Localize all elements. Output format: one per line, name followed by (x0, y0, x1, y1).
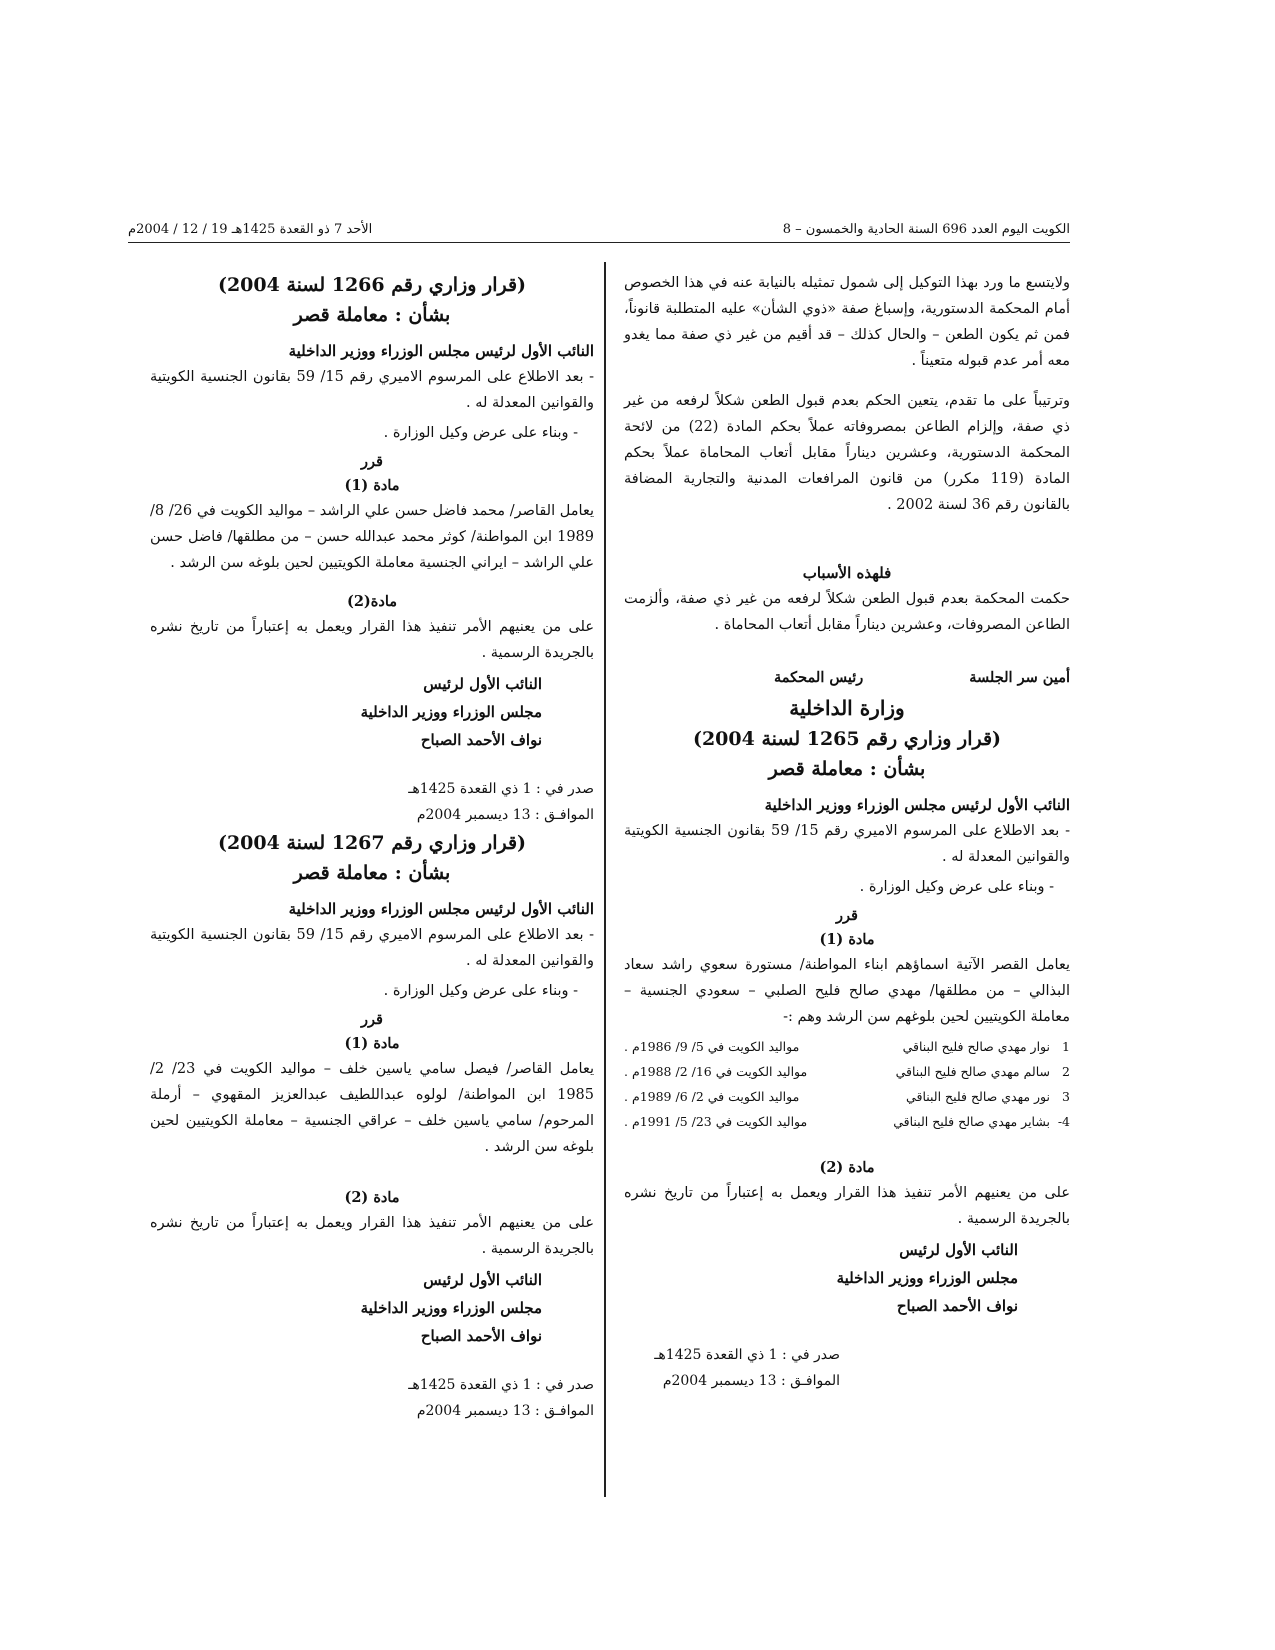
decision-issuer: النائب الأول لرئيس مجلس الوزراء ووزير الداخلية (288, 900, 594, 918)
left-column (150, 270, 594, 1424)
signature-name: نواف الأحمد الصباح (896, 1297, 1018, 1315)
decision-title: (قرار وزاري رقم 1265 لسنة 2004) (692, 728, 1002, 750)
article-2-text: على من يعنيهم الأمر تنفيذ هذا القرار ويعمل به إعتباراً من تاريخ نشره بالجريدة الرسمية . (150, 1215, 594, 1257)
signature-name: نواف الأحمد الصباح (420, 731, 542, 749)
page-header (128, 220, 1070, 243)
child-birth: مواليد الكويت في 2/ 6/ 1989م . (624, 1089, 800, 1104)
decision-subject: بشأن : معاملة قصر (293, 304, 451, 326)
article-1-title: مادة (1) (344, 1035, 400, 1052)
preamble-proposal: - وبناء على عرض وكيل الوزارة . (383, 425, 578, 441)
child-name: نور مهدي صالح فليح البناقي (906, 1089, 1050, 1104)
article-2-text: على من يعنيهم الأمر تنفيذ هذا القرار ويعمل به إعتباراً من تاريخ نشره بالجريدة الرسمية . (624, 1185, 1070, 1227)
minister-signature (150, 1266, 594, 1350)
decided-label: قرر (836, 907, 858, 924)
signature-line: مجلس الوزراء ووزير الداخلية (836, 1269, 1018, 1287)
list-item (624, 1084, 1070, 1109)
issued-date: صدر في : 1 ذي القعدة 1425هـ (408, 1377, 594, 1393)
article-1-title: مادة (1) (344, 477, 400, 494)
court-signatures (624, 664, 1070, 692)
child-number: 3 (1062, 1089, 1070, 1104)
reasons-heading: فلهذه الأسباب (802, 564, 892, 582)
header-date: الأحد 7 ذو القعدة 1425هـ 19 / 12 / 2004م (128, 222, 373, 237)
list-item (624, 1109, 1070, 1134)
child-birth: مواليد الكويت في 5/ 9/ 1986م . (624, 1039, 800, 1054)
article-1-text: يعامل القاصر/ محمد فاضل حسن علي الراشد – مواليد الكويت في 26/ 8/ 1989 ابن المواطنة/ كوثر محمد عبدالله حسن – من مطلقها/ فاضل حسن علي الراشد – ايراني الجنسية معاملة الكويتيين لحين بلوغه سن الرشد . (150, 503, 594, 571)
article-1-text: يعامل القاصر/ فيصل سامي ياسين خلف – مواليد الكويت في 23/ 2/ 1985 ابن المواطنة/ لولوه عبداللطيف عبدالعزيز المقهوي – أرملة المرحوم/ سامي ياسين خلف – عراقي الجنسية – معاملة الكويتيين لحين بلوغه سن الرشد . (150, 1061, 595, 1155)
decided-label: قرر (361, 1011, 383, 1028)
decision-subject: بشأن : معاملة قصر (293, 862, 451, 884)
list-item (624, 1034, 1070, 1059)
decision-issuer: النائب الأول لرئيس مجلس الوزراء ووزير الداخلية (288, 342, 594, 360)
child-name: نوار مهدي صالح فليح البناقي (902, 1039, 1050, 1054)
signature-name: نواف الأحمد الصباح (420, 1327, 542, 1345)
decision-issuer: النائب الأول لرئيس مجلس الوزراء ووزير الداخلية (764, 796, 1070, 814)
gregorian-date: الموافـق : 13 ديسمبر 2004م (662, 1373, 840, 1389)
child-birth: مواليد الكويت في 23/ 5/ 1991م . (624, 1114, 808, 1129)
issued-date: صدر في : 1 ذي القعدة 1425هـ (654, 1347, 840, 1363)
decision-title: (قرار وزاري رقم 1267 لسنة 2004) (217, 832, 527, 854)
right-column (624, 270, 1070, 1394)
child-number: 4- (1057, 1114, 1070, 1129)
child-name: سالم مهدي صالح فليح البناقي (895, 1064, 1050, 1079)
decision-title: (قرار وزاري رقم 1266 لسنة 2004) (217, 274, 527, 296)
court-ruling-paragraph: وترتيباً على ما تقدم، يتعين الحكم بعدم قبول الطعن شكلاً لرفعه من غير ذي صفة، وإلزام الطاعن بمصروفاته عملاً بحكم المادة (22) من لائحة المحكمة الدستورية، وعشرين ديناراً مقابل أتعاب المحاماة عملاً بحكم المادة (119 مكرر) من قانون المرافعات المدنية والتجارية المضافة بالقانون رقم 36 لسنة 2002 . (624, 393, 1070, 513)
children-list (624, 1034, 1070, 1134)
signature-line: مجلس الوزراء ووزير الداخلية (360, 1299, 542, 1317)
issued-date: صدر في : 1 ذي القعدة 1425هـ (408, 781, 594, 797)
list-item (624, 1059, 1070, 1084)
child-name: بشاير مهدي صالح فليح البناقي (893, 1114, 1050, 1129)
ministry-heading: وزارة الداخلية (789, 696, 905, 720)
signature-line: النائب الأول لرئيس (423, 1271, 542, 1289)
preamble-decree: - بعد الاطلاع على المرسوم الاميري رقم 15/ 59 بقانون الجنسية الكويتية والقوانين المعدلة له . (624, 823, 1070, 865)
article-1-title: مادة (1) (819, 931, 875, 948)
column-divider (604, 262, 606, 1497)
article-2-title: مادة (2) (344, 1189, 400, 1206)
signature-line: النائب الأول لرئيس (899, 1241, 1018, 1259)
preamble-proposal: - وبناء على عرض وكيل الوزارة . (383, 983, 578, 999)
preamble-decree: - بعد الاطلاع على المرسوم الاميري رقم 15/ 59 بقانون الجنسية الكويتية والقوانين المعدلة له . (150, 927, 594, 969)
child-number: 1 (1062, 1039, 1070, 1054)
signature-line: النائب الأول لرئيس (423, 675, 542, 693)
court-secretary-signature: أمين سر الجلسة (969, 669, 1070, 686)
decision-subject: بشأن : معاملة قصر (768, 758, 926, 780)
signature-line: مجلس الوزراء ووزير الداخلية (360, 703, 542, 721)
article-2-text: على من يعنيهم الأمر تنفيذ هذا القرار ويعمل به إعتباراً من تاريخ نشره بالجريدة الرسمية . (150, 619, 594, 661)
article-2-title: مادة(2) (346, 593, 398, 610)
gregorian-date: الموافـق : 13 ديسمبر 2004م (416, 807, 594, 823)
article-1-text: يعامل القصر الآتية اسماؤهم ابناء المواطنة/ مستورة سعوي راشد سعاد البذالي – من مطلقها/ مهدي صالح فليح الصلبي – سعودي الجنسية – معاملة الكويتيين لحين بلوغهم سن الرشد وهم :- (624, 957, 1070, 1025)
gregorian-date: الموافـق : 13 ديسمبر 2004م (416, 1403, 594, 1419)
reasons-paragraph: حكمت المحكمة بعدم قبول الطعن شكلاً لرفعه من غير ذي صفة، وألزمت الطاعن المصروفات، وعشرين ديناراً مقابل أتعاب المحاماة . (624, 591, 1070, 633)
minister-signature (150, 670, 594, 754)
minister-signature (624, 1236, 1070, 1320)
preamble-decree: - بعد الاطلاع على المرسوم الاميري رقم 15/ 59 بقانون الجنسية الكويتية والقوانين المعدلة له . (150, 369, 594, 411)
article-2-title: مادة (2) (819, 1159, 875, 1176)
decided-label: قرر (361, 453, 383, 470)
preamble-proposal: - وبناء على عرض وكيل الوزارة . (859, 879, 1054, 895)
court-president-signature: رئيس المحكمة (774, 669, 864, 686)
child-number: 2 (1062, 1064, 1070, 1079)
court-intro-paragraph: ولايتسع ما ورد بهذا التوكيل إلى شمول تمثيله بالنيابة عنه في هذا الخصوص أمام المحكمة الدستورية، وإسباغ صفة «ذوي الشأن» عليه المتطلبة قانوناً، فمن ثم يكون الطعن – والحال كذلك – قد أقيم من غير ذي صفة مما يغدو معه أمر عدم قبوله متعيناً . (624, 275, 1070, 369)
child-birth: مواليد الكويت في 16/ 2/ 1988م . (624, 1064, 808, 1079)
header-issue-info: الكويت اليوم العدد 696 السنة الحادية والخمسون – 8 (782, 222, 1070, 237)
